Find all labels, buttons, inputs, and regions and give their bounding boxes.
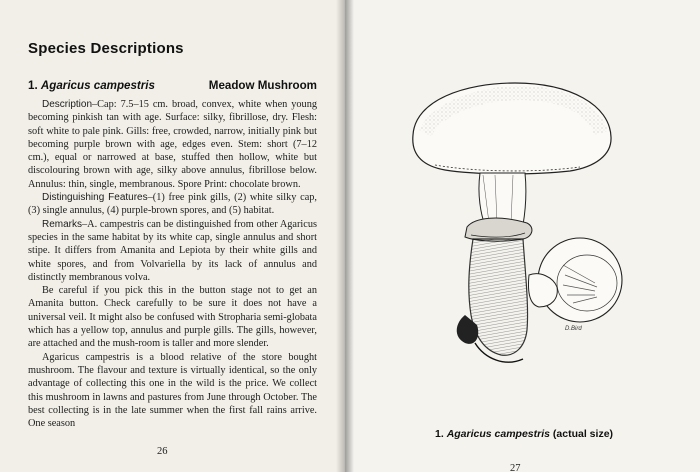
description-paragraph: [28, 98, 317, 191]
page-number-left: 26: [157, 446, 168, 457]
mushroom-stem: [457, 173, 532, 362]
figure-caption: [435, 428, 613, 440]
artist-signature: D.Bird: [565, 326, 582, 332]
book-gutter: [336, 0, 354, 472]
careful-paragraph: Be careful if you pick this in the button stage not to get an Amanita button. Check carefully to be sure it does not have a universal veil. It might also be confused with Stropharia semi-globata which has a yellow top, annulus and purple gills. The gills, however, are attached and the mush-room is taller and more slender.: [28, 285, 317, 350]
remarks-paragraph: [28, 218, 317, 284]
features-text: –(1) free pink gills, (2) white silky cap, (3) single annulus, (4) purple-brown spores, and (5) habitat.: [28, 192, 317, 217]
species-number: 1.: [28, 79, 38, 92]
left-page: [0, 0, 345, 472]
caption-number: 1.: [435, 428, 444, 440]
species-heading: [28, 79, 317, 92]
right-page: [345, 0, 700, 472]
button-mushroom: [528, 238, 622, 322]
section-title: Species Descriptions: [28, 40, 184, 57]
caption-latin-name: Agaricus campestris: [446, 428, 550, 440]
description-text: –Cap: 7.5–15 cm. broad, convex, white when young becoming pinkish tan with age. Surface: silky, fibrillose, dry. Flesh: soft white to pale pink. Gills: free, crowded, narrow, initially pink but becoming purple brown with age, edges even. Stem: short (7–12 cm.), equal or narrowed at base, stuffed then hollow, white but discolouring brown with age, silky above annulus, fibrillose below. Annulus: thin, single, membranous. Spore Print: chocolate brown.: [28, 99, 317, 190]
remarks-label: Remarks: [42, 218, 83, 230]
description-label: Description: [42, 99, 93, 110]
species-latin-name: Agaricus campestris: [40, 79, 155, 92]
species-title: [28, 79, 155, 92]
page-number-right: 27: [510, 463, 521, 472]
mushroom-illustration: [405, 75, 635, 375]
species-common-name: Meadow Mushroom: [208, 79, 317, 92]
features-label: Distinguishing Features: [42, 192, 148, 204]
relative-paragraph: Agaricus campestris is a blood relative of the store bought mushroom. The flavour and texture is virtually identical, so the only advantage of collecting this one in the wild is the price. We collect this mushroom in lawns and pastures from June through October. The best collecting is in the late summer when the first fall rains arrive. One season: [28, 351, 317, 430]
mushroom-cap: [413, 83, 611, 174]
caption-suffix: (actual size): [552, 428, 614, 440]
remarks-text: –A. campestris can be distinguished from other Agaricus species in the same habitat by its white cap, single annulus and short stipe. It differs from Amanita and Lepiota by their white gills and white spores, and from Volvariella by its lack of annulus and distinctly membranous volva.: [28, 218, 317, 283]
features-paragraph: [28, 191, 317, 218]
